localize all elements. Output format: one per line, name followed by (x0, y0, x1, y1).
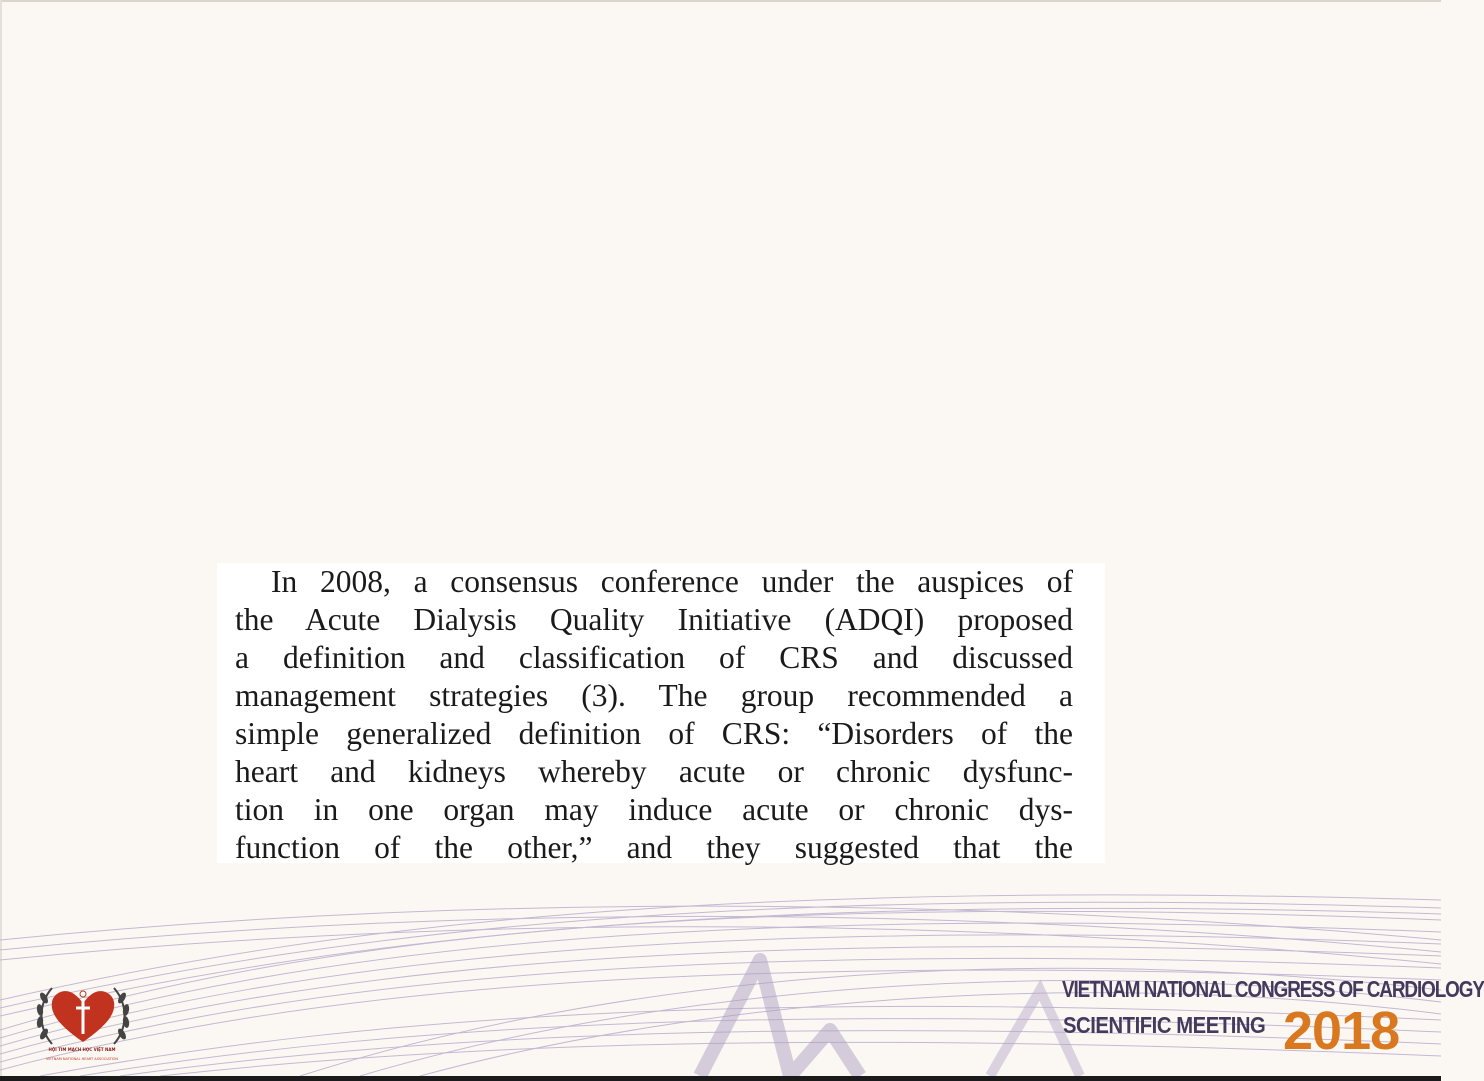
excerpt-line: the Acute Dialysis Quality Initiative (ADQI) proposed (235, 602, 1073, 637)
congress-title: VIETNAM NATIONAL CONGRESS OF CARDIOLOGY (1062, 976, 1484, 1002)
excerpt-line: management strategies (3). The group recommended a (235, 678, 1073, 713)
article-excerpt (217, 563, 1105, 863)
congress-year: 2018 (1283, 1001, 1400, 1061)
excerpt-line: function of the other,” and they suggested that the (235, 830, 1073, 865)
excerpt-line: a definition and classification of CRS and discussed (235, 640, 1073, 675)
logo-subcaption: VIETNAM NATIONAL HEART ASSOCIATION (45, 1057, 119, 1061)
slide-bottom-border (0, 1076, 1441, 1081)
scientific-meeting-label: SCIENTIFIC MEETING (1063, 1012, 1266, 1038)
excerpt-line: tion in one organ may induce acute or chronic dys- (235, 792, 1073, 827)
logo-caption: HỘI TIM MẠCH HỌC VIỆT NAM (48, 1047, 116, 1052)
slide-top-border (0, 0, 1441, 2)
excerpt-line: In 2008, a consensus conference under the auspices of (271, 564, 1073, 599)
excerpt-line: heart and kidneys whereby acute or chronic dysfunc- (235, 754, 1073, 789)
excerpt-line: simple generalized definition of CRS: “Disorders of the (235, 716, 1073, 751)
